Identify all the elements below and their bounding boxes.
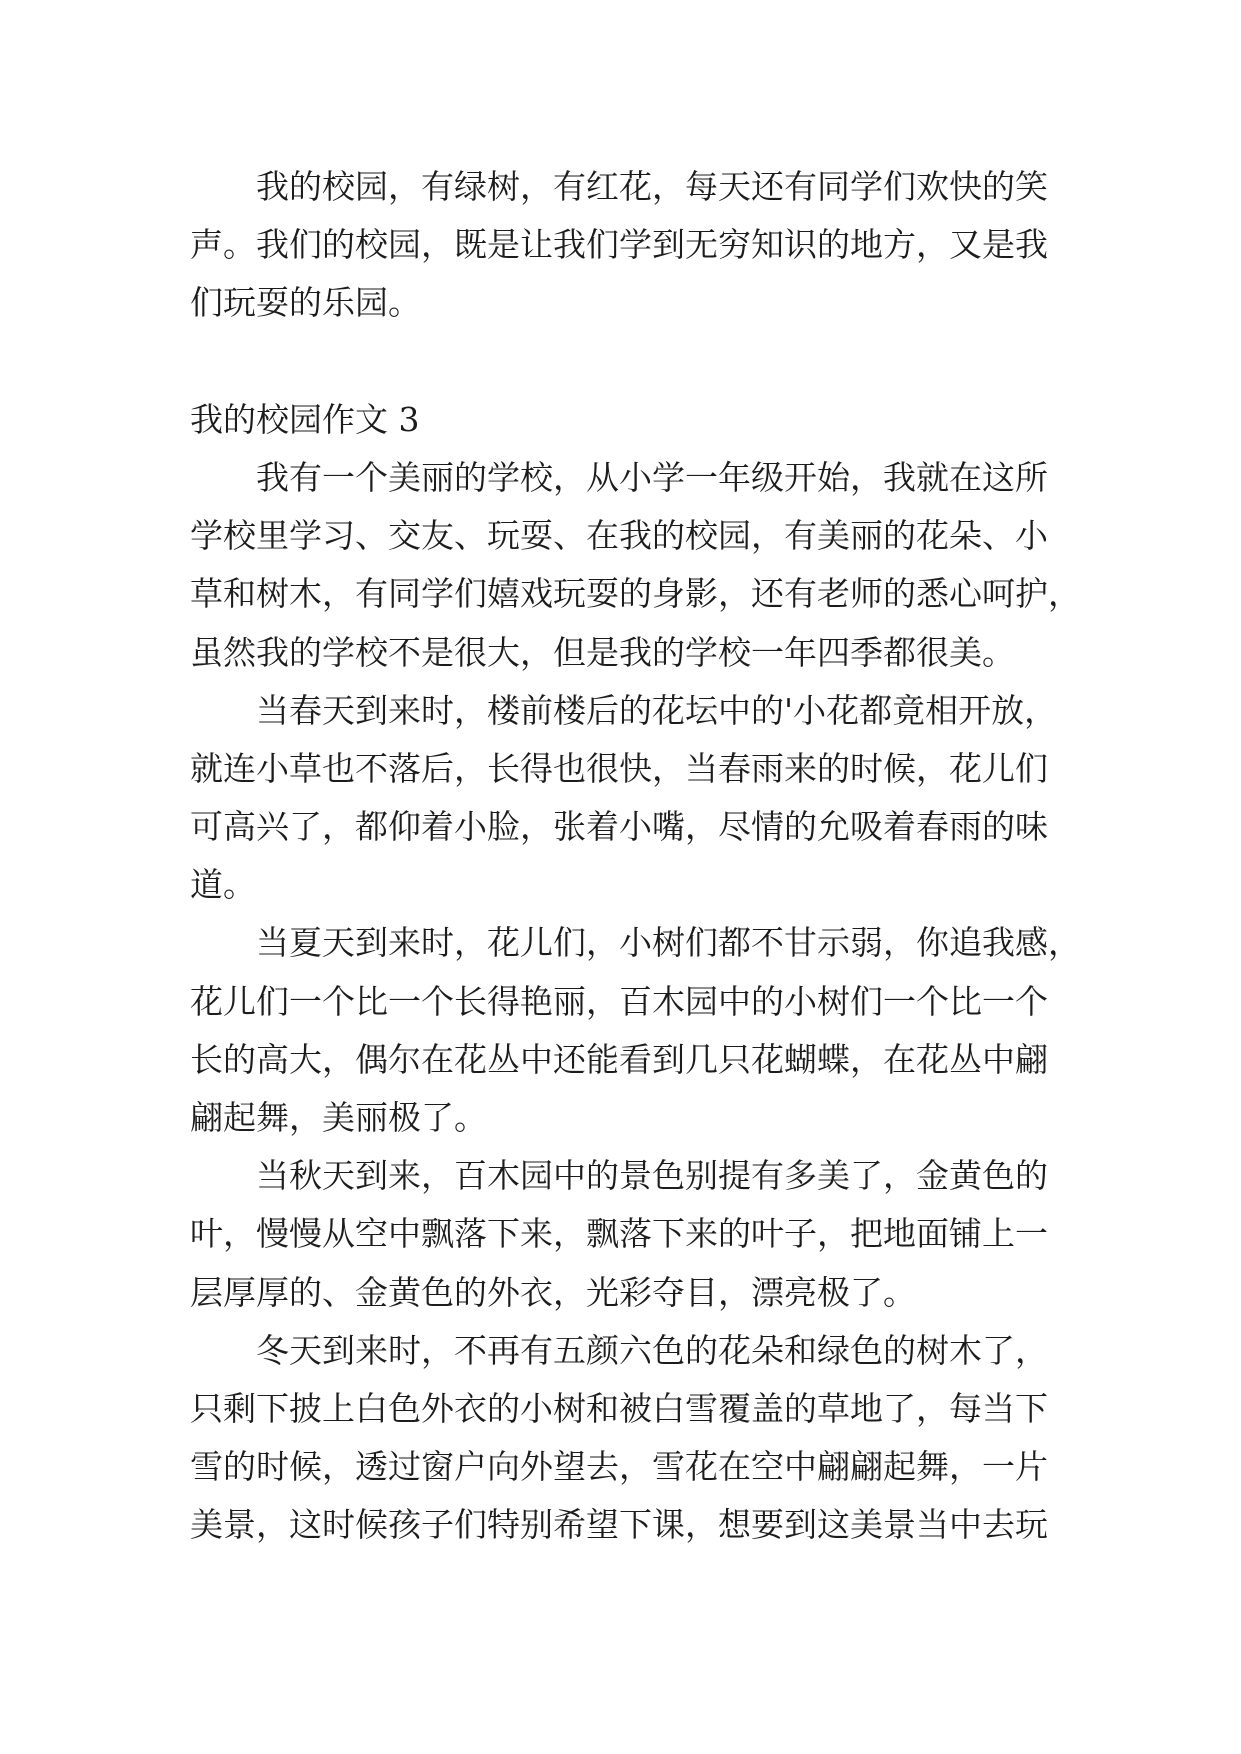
blank-line [190,333,1048,391]
section-heading: 我的校园作文 3 [190,399,420,439]
paragraph-intro [190,158,1048,333]
paragraph-line: 当秋天到来，百木园中的景色别提有多美了，金黄色的 [256,1156,1048,1196]
paragraph-spring [190,682,1058,915]
paragraph-line: 美景，这时候孩子们特别希望下课，想要到这美景当中去玩 [190,1505,1048,1545]
paragraph-line: 学校里学习、交友、玩耍、在我的校园，有美丽的花朵、小 [190,516,1048,556]
paragraph-school [190,449,1081,682]
paragraph-winter [190,1322,1048,1555]
paragraph-line: 翩起舞，美丽极了。 [190,1098,487,1137]
paragraph-line: 只剩下披上白色外衣的小树和被白雪覆盖的草地了，每当下 [190,1388,1048,1428]
document-body [190,158,1081,1555]
paragraph-line: 当夏天到来时，花儿们，小树们都不甘示弱，你追我感， [256,923,1081,963]
paragraph-line: 冬天到来时，不再有五颜六色的花朵和绿色的树木了， [256,1330,1048,1370]
paragraph-line: 声。我们的校园，既是让我们学到无穷知识的地方，又是我 [190,225,1048,265]
paragraph-line: 叶，慢慢从空中飘落下来，飘落下来的叶子，把地面铺上一 [190,1214,1048,1254]
paragraph-line: 长的高大，偶尔在花丛中还能看到几只花蝴蝶，在花丛中翩 [190,1039,1048,1079]
paragraph-line: 可高兴了，都仰着小脸，张着小嘴，尽情的允吸着春雨的味 [190,807,1048,847]
paragraph-line: 层厚厚的、金黄色的外衣，光彩夺目，漂亮极了。 [190,1272,916,1312]
paragraph-line: 我有一个美丽的学校，从小学一年级开始，我就在这所 [256,457,1048,497]
paragraph-line: 就连小草也不落后，长得也很快，当春雨来的时候，花儿们 [190,748,1048,788]
paragraph-line: 当春天到来时，楼前楼后的花坛中的'小花都竟相开放， [256,690,1058,730]
paragraph-line: 我的校园，有绿树，有红花，每天还有同学们欢快的笑 [256,167,1048,206]
paragraph-line: 花儿们一个比一个长得艳丽，百木园中的小树们一个比一个 [190,981,1048,1021]
paragraph-line: 道。 [190,865,256,905]
paragraph-line: 们玩耍的乐园。 [190,283,421,323]
paragraph-line: 虽然我的学校不是很大，但是我的学校一年四季都很美。 [190,632,1015,672]
paragraph-line: 雪的时候，透过窗户向外望去，雪花在空中翩翩起舞，一片 [190,1447,1048,1487]
paragraph-autumn [190,1147,1048,1322]
paragraph-line: 草和树木，有同学们嬉戏玩耍的身影，还有老师的悉心呵护， [190,574,1081,614]
paragraph-summer [190,914,1081,1147]
